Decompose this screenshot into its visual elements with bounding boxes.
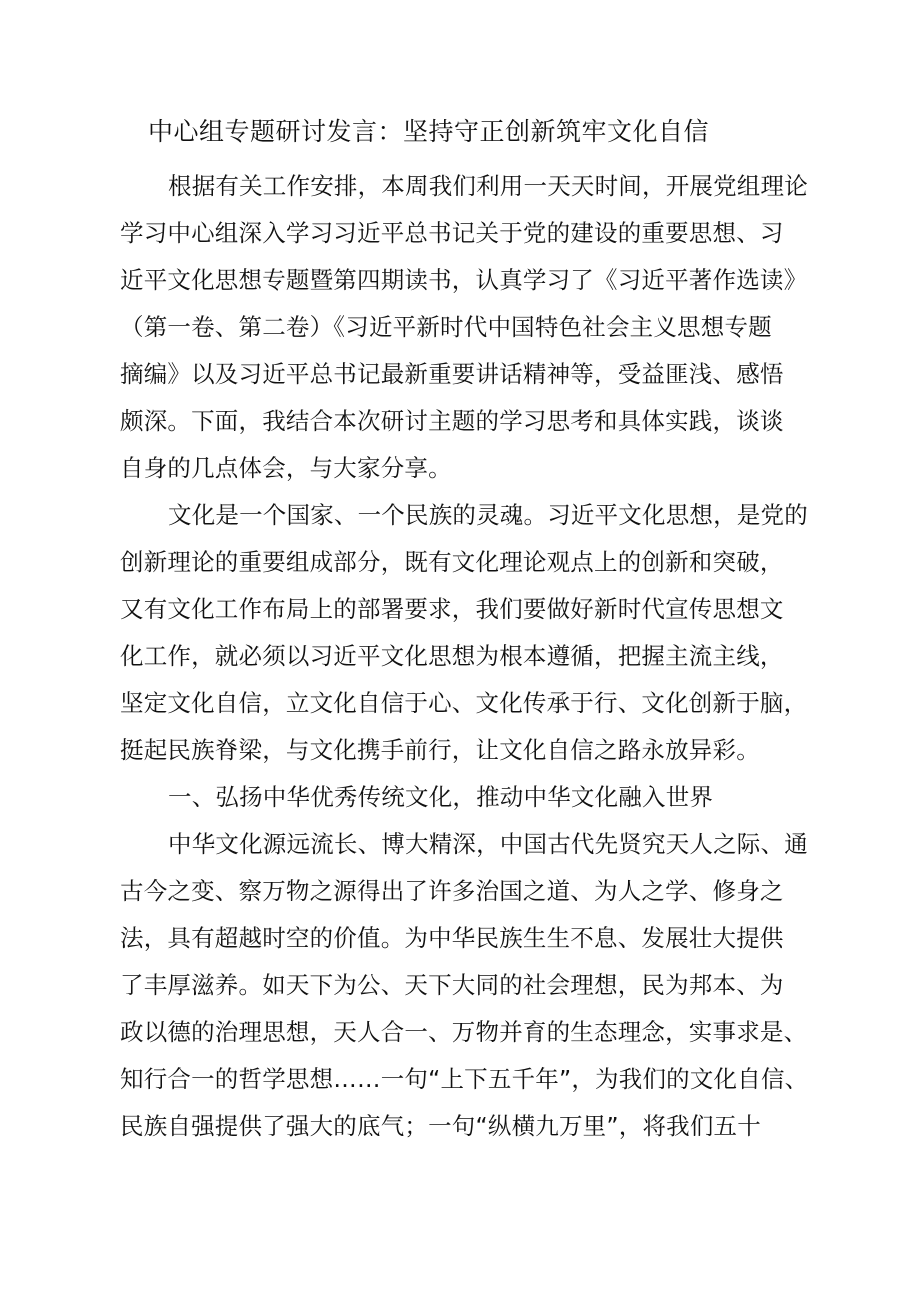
- paragraph-line: 摘编》以及习近平总书记最新重要讲话精神等，受益匪浅、感悟: [120, 360, 784, 388]
- paragraph-line: 又有文化工作布局上的部署要求，我们要做好新时代宣传思想文: [120, 595, 784, 623]
- paragraph-line: （第一卷、第二卷）《习近平新时代中国特色社会主义思想专题: [120, 313, 772, 341]
- paragraph-line: 颇深。下面，我结合本次研讨主题的学习思考和具体实践，谈谈: [120, 407, 784, 435]
- paragraph-line: 法，具有超越时空的价值。为中华民族生生不息、发展壮大提供: [120, 924, 784, 952]
- paragraph-line: 学习中心组深入学习习近平总书记关于党的建设的重要思想、习: [120, 219, 784, 247]
- paragraph-line: 自身的几点体会，与大家分享。: [120, 454, 452, 482]
- paragraph-line: 近平文化思想专题暨第四期读书，认真学习了《习近平著作选读》: [120, 266, 808, 294]
- paragraph-line: 化工作，就必须以习近平文化思想为根本遵循，把握主流主线，: [120, 642, 784, 670]
- paragraph-line: 知行合一的哲学思想……一句“上下五千年”，为我们的文化自信、: [120, 1065, 809, 1093]
- paragraph-line: 创新理论的重要组成部分，既有文化理论观点上的创新和突破，: [120, 548, 784, 576]
- paragraph-line: 民族自强提供了强大的底气；一句“纵横九万里”，将我们五十: [120, 1112, 761, 1140]
- paragraph-line: 挺起民族脊梁，与文化携手前行，让文化自信之路永放异彩。: [120, 736, 760, 764]
- paragraph-line: 文化是一个国家、一个民族的灵魂。习近平文化思想，是党的: [168, 501, 808, 529]
- paragraph-line: 了丰厚滋养。如天下为公、天下大同的社会理想，民为邦本、为: [120, 971, 784, 999]
- paragraph-line: 政以德的治理思想，天人合一、万物并育的生态理念，实事求是、: [120, 1018, 808, 1046]
- paragraph-line: 根据有关工作安排，本周我们利用一天天时间，开展党组理论: [168, 172, 808, 200]
- paragraph-line: 坚定文化自信，立文化自信于心、文化传承于行、文化创新于脑，: [120, 689, 808, 717]
- paragraph-line: 古今之变、察万物之源得出了许多治国之道、为人之学、修身之: [120, 877, 784, 905]
- paragraph-line: 中华文化源远流长、博大精深，中国古代先贤究天人之际、通: [168, 830, 808, 858]
- document-title: 中心组专题研讨发言：坚持守正创新筑牢文化自信: [148, 117, 710, 146]
- document-body: [120, 163, 810, 1150]
- section-heading: 一、弘扬中华优秀传统文化，推动中华文化融入世界: [168, 783, 714, 811]
